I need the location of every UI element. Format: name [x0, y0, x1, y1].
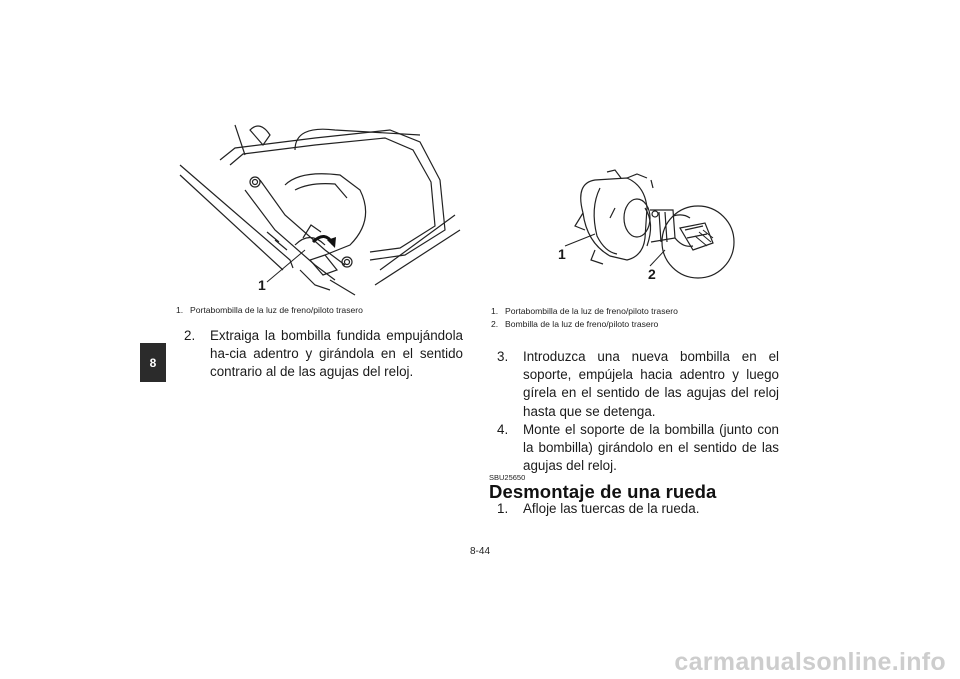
step-2: [184, 327, 463, 382]
step-text: Afloje las tuercas de la rueda.: [523, 501, 700, 516]
section-tab: 8: [140, 343, 166, 382]
callout-left-1: 1: [258, 277, 266, 293]
caption-text: Portabombilla de la luz de freno/piloto trasero: [505, 306, 678, 316]
caption-number: 1.: [176, 305, 184, 315]
page-number: 8-44: [469, 546, 490, 557]
caption-text: Bombilla de la luz de freno/piloto trasero: [505, 319, 659, 329]
step-number: 4.: [497, 422, 509, 437]
left-caption: [176, 303, 363, 317]
caption-number: 2.: [491, 319, 499, 329]
caption-text: Portabombilla de la luz de freno/piloto trasero: [190, 305, 363, 315]
right-caption-1: [491, 304, 678, 318]
step-1-wheel: [497, 500, 779, 518]
watermark-link[interactable]: carmanualsonline.info: [674, 648, 946, 676]
right-caption-2: [491, 317, 658, 331]
callout-right-2: 2: [648, 266, 656, 282]
step-3: [497, 348, 779, 421]
step-text: Extraiga la bombilla fundida empujándola ha-cia adentro y girándola en el sentido contrario al de las agujas del reloj.: [210, 328, 463, 380]
step-4: [497, 421, 779, 476]
section-heading: Desmontaje de una rueda: [489, 481, 717, 502]
caption-number: 1.: [491, 306, 499, 316]
section-code: SBU25650: [489, 473, 526, 482]
step-number: 3.: [497, 349, 509, 364]
taillight-holder-illustration: [175, 120, 465, 300]
step-text: Introduzca una nueva bombilla en el soporte, empújela hacia adentro y luego gírela en el sentido de las agujas del reloj hasta que se detenga.: [523, 349, 779, 419]
callout-right-1: 1: [558, 246, 566, 262]
step-number: 2.: [184, 328, 196, 343]
step-text: Monte el soporte de la bombilla (junto con la bombilla) girándolo en el sentido de las agujas del reloj.: [523, 422, 779, 474]
step-number: 1.: [497, 501, 509, 516]
